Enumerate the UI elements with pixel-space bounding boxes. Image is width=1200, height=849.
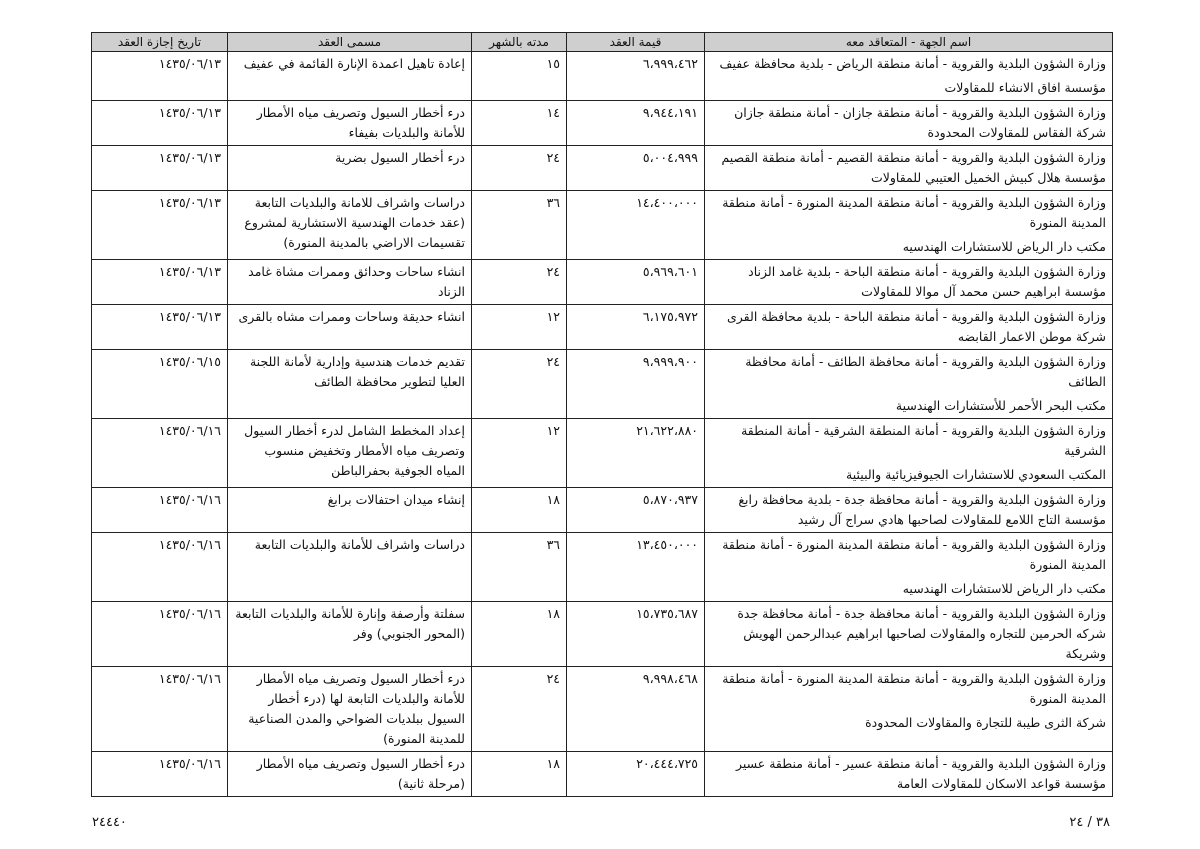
entity-authority: وزارة الشؤون البلدية والقروية - أمانة منطقة الباحة - بلدية محافظة القرى — [727, 309, 1106, 324]
cell-duration: ٢٤ — [472, 260, 567, 305]
header-approval-date: تاريخ إجازة العقد — [92, 33, 228, 52]
entity-contractor: مكتب البحر الأحمر للأستشارات الهندسية — [895, 398, 1106, 413]
cell-approval-date: ١٤٣٥/٠٦/١٣ — [92, 146, 228, 191]
cell-entity — [705, 101, 1113, 146]
cell-duration: ١٢ — [472, 419, 567, 488]
cell-contract-name: انشاء ساحات وحدائق وممرات مشاة غامد الزناد — [228, 260, 472, 305]
cell-contract-name: درء أخطار السيول وتصريف مياه الأمطار للأمانة والبلديات التابعة لها (درء أخطار السيول ببلديات الضواحي والمدن الصناعية للمدينة المنورة) — [228, 667, 472, 752]
entity-authority: وزارة الشؤون البلدية والقروية - أمانة منطقة المدينة المنورة - أمانة منطقة المدينة المنورة — [722, 537, 1106, 572]
cell-approval-date: ١٤٣٥/٠٦/١٥ — [92, 350, 228, 419]
cell-value: ٢١،٦٢٢،٨٨٠ — [567, 419, 705, 488]
table-row — [92, 305, 1113, 350]
cell-approval-date: ١٤٣٥/٠٦/١٣ — [92, 191, 228, 260]
cell-value: ٥،٩٦٩،٦٠١ — [567, 260, 705, 305]
cell-entity — [705, 533, 1113, 602]
cell-value: ٩،٩٤٤،١٩١ — [567, 101, 705, 146]
cell-value: ٦،٩٩٩،٤٦٢ — [567, 52, 705, 101]
cell-entity — [705, 260, 1113, 305]
cell-duration: ٢٤ — [472, 146, 567, 191]
entity-authority: وزارة الشؤون البلدية والقروية - أمانة المنطقة الشرقية - أمانة المنطقة الشرقية — [741, 423, 1106, 458]
cell-duration: ١٢ — [472, 305, 567, 350]
cell-duration: ٣٦ — [472, 533, 567, 602]
cell-value: ٥،٨٧٠،٩٣٧ — [567, 488, 705, 533]
cell-value: ١٥،٧٣٥،٦٨٧ — [567, 602, 705, 667]
cell-contract-name: دراسات واشراف للامانة والبلديات التابعة (عقد خدمات الهندسية الاستشارية لمشروع تقسيمات الاراضي بالمدينة المنورة) — [228, 191, 472, 260]
cell-contract-name: انشاء حديقة وساحات وممرات مشاه بالقرى — [228, 305, 472, 350]
entity-authority: وزارة الشؤون البلدية والقروية - أمانة منطقة المدينة المنورة - أمانة منطقة المدينة المنورة — [722, 195, 1106, 230]
cell-contract-name: درء أخطار السيول وتصريف مياه الأمطار (مرحلة ثانية) — [228, 752, 472, 797]
cell-entity — [705, 146, 1113, 191]
cell-contract-name: درء أخطار السيول بضرية — [228, 146, 472, 191]
cell-contract-name: دراسات واشراف للأمانة والبلديات التابعة — [228, 533, 472, 602]
entity-contractor: مؤسسة التاج اللامع للمقاولات لصاحبها هادي سراج آل رشيد — [797, 512, 1106, 527]
table-row — [92, 260, 1113, 305]
cell-approval-date: ١٤٣٥/٠٦/١٦ — [92, 752, 228, 797]
cell-contract-name: درء أخطار السيول وتصريف مياه الأمطار للأمانة والبلديات بفيفاء — [228, 101, 472, 146]
cell-duration: ١٥ — [472, 52, 567, 101]
table-row — [92, 667, 1113, 752]
cell-value: ٥،٠٠٤،٩٩٩ — [567, 146, 705, 191]
cell-approval-date: ١٤٣٥/٠٦/١٦ — [92, 419, 228, 488]
cell-entity — [705, 305, 1113, 350]
header-entity: اسم الجهة - المتعاقد معه — [705, 33, 1113, 52]
cell-entity — [705, 52, 1113, 101]
table-row — [92, 146, 1113, 191]
cell-contract-name: تقديم خدمات هندسية وإدارية لأمانة اللجنة العليا لتطوير محافظة الطائف — [228, 350, 472, 419]
cell-entity — [705, 419, 1113, 488]
header-contract-name: مسمى العقد — [228, 33, 472, 52]
table-row — [92, 419, 1113, 488]
cell-duration: ٢٤ — [472, 350, 567, 419]
cell-value: ٩،٩٩٨،٤٦٨ — [567, 667, 705, 752]
entity-contractor: شركه الحرمين للتجاره والمقاولات لصاحبها ابراهيم عبدالرحمن الهويش وشريكة — [743, 626, 1106, 661]
entity-authority: وزارة الشؤون البلدية والقروية - أمانة منطقة الرياض - بلدية محافظة عفيف — [719, 56, 1106, 71]
cell-approval-date: ١٤٣٥/٠٦/١٦ — [92, 602, 228, 667]
table-row — [92, 52, 1113, 101]
cell-entity — [705, 191, 1113, 260]
entity-contractor: شركة موطن الاعمار القابضه — [957, 329, 1106, 344]
cell-approval-date: ١٤٣٥/٠٦/١٣ — [92, 260, 228, 305]
cell-entity — [705, 488, 1113, 533]
cell-contract-name: إنشاء ميدان احتفالات برابغ — [228, 488, 472, 533]
entity-authority: وزارة الشؤون البلدية والقروية - أمانة منطقة عسير - أمانة منطقة عسير — [735, 756, 1106, 771]
entity-authority: وزارة الشؤون البلدية والقروية - أمانة محافظة جدة - بلدية محافظة رابغ — [738, 492, 1106, 507]
cell-entity — [705, 602, 1113, 667]
table-row — [92, 533, 1113, 602]
table-row — [92, 752, 1113, 797]
cell-duration: ١٨ — [472, 488, 567, 533]
entity-contractor: مكتب دار الرياض للاستشارات الهندسيه — [902, 239, 1106, 254]
cell-contract-name: سفلتة وأرصفة وإنارة للأمانة والبلديات التابعة (المحور الجنوبي) وفر — [228, 602, 472, 667]
cell-value: ٢٠،٤٤٤،٧٢٥ — [567, 752, 705, 797]
table-row — [92, 488, 1113, 533]
cell-approval-date: ١٤٣٥/٠٦/١٣ — [92, 101, 228, 146]
cell-entity — [705, 752, 1113, 797]
cell-entity — [705, 350, 1113, 419]
entity-contractor: مؤسسة قواعد الاسكان للمقاولات العامة — [896, 776, 1106, 791]
entity-authority: وزارة الشؤون البلدية والقروية - أمانة منطقة جازان - أمانة منطقة جازان — [734, 105, 1106, 120]
entity-contractor: شركة الفقاس للمقاولات المحدودة — [927, 125, 1106, 140]
table-header-row — [92, 33, 1113, 52]
cell-value: ٩،٩٩٩،٩٠٠ — [567, 350, 705, 419]
entity-contractor: شركة الثرى طيبة للتجارة والمقاولات المحدودة — [865, 715, 1106, 730]
table-row — [92, 350, 1113, 419]
document-number: ٢٤٤٤٠ — [92, 815, 127, 830]
entity-authority: وزارة الشؤون البلدية والقروية - أمانة منطقة المدينة المنورة - أمانة منطقة المدينة المنورة — [722, 671, 1106, 706]
table-row — [92, 602, 1113, 667]
cell-approval-date: ١٤٣٥/٠٦/١٦ — [92, 533, 228, 602]
cell-approval-date: ١٤٣٥/٠٦/١٣ — [92, 52, 228, 101]
cell-duration: ١٨ — [472, 752, 567, 797]
entity-authority: وزارة الشؤون البلدية والقروية - أمانة محافظة جدة - أمانة محافظة جدة — [737, 606, 1106, 621]
cell-approval-date: ١٤٣٥/٠٦/١٦ — [92, 488, 228, 533]
cell-entity — [705, 667, 1113, 752]
cell-duration: ٢٤ — [472, 667, 567, 752]
entity-contractor: مكتب دار الرياض للاستشارات الهندسيه — [902, 581, 1106, 596]
header-duration: مدته بالشهر — [472, 33, 567, 52]
cell-contract-name: إعداد المخطط الشامل لدرء أخطار السيول وتصريف مياه الأمطار وتخفيض منسوب المياه الجوفية بحفرالباطن — [228, 419, 472, 488]
header-value: قيمة العقد — [567, 33, 705, 52]
cell-value: ١٣،٤٥٠،٠٠٠ — [567, 533, 705, 602]
cell-approval-date: ١٤٣٥/٠٦/١٦ — [92, 667, 228, 752]
entity-authority: وزارة الشؤون البلدية والقروية - أمانة محافظة الطائف - أمانة محافظة الطائف — [745, 354, 1106, 389]
contracts-table — [91, 32, 1113, 797]
table-row — [92, 101, 1113, 146]
cell-value: ١٤،٤٠٠،٠٠٠ — [567, 191, 705, 260]
cell-duration: ١٨ — [472, 602, 567, 667]
cell-contract-name: إعادة تاهيل اعمدة الإنارة القائمة في عفيف — [228, 52, 472, 101]
entity-contractor: مؤسسة افاق الانشاء للمقاولات — [944, 80, 1106, 95]
cell-value: ٦،١٧٥،٩٧٢ — [567, 305, 705, 350]
page-number: ٣٨ / ٢٤ — [1069, 815, 1110, 830]
entity-contractor: مؤسسة هلال كبيش الخميل العتيبي للمقاولات — [870, 170, 1106, 185]
entity-authority: وزارة الشؤون البلدية والقروية - أمانة منطقة الباحة - بلدية غامد الزناد — [748, 264, 1106, 279]
entity-authority: وزارة الشؤون البلدية والقروية - أمانة منطقة القصيم - أمانة منطقة القصيم — [721, 150, 1106, 165]
entity-contractor: مؤسسة ابراهيم حسن محمد آل موالا للمقاولات — [861, 284, 1106, 299]
cell-duration: ١٤ — [472, 101, 567, 146]
entity-contractor: المكتب السعودي للاستشارات الجيوفيزيائية والبيئية — [846, 467, 1106, 482]
cell-duration: ٣٦ — [472, 191, 567, 260]
cell-approval-date: ١٤٣٥/٠٦/١٣ — [92, 305, 228, 350]
table-row — [92, 191, 1113, 260]
